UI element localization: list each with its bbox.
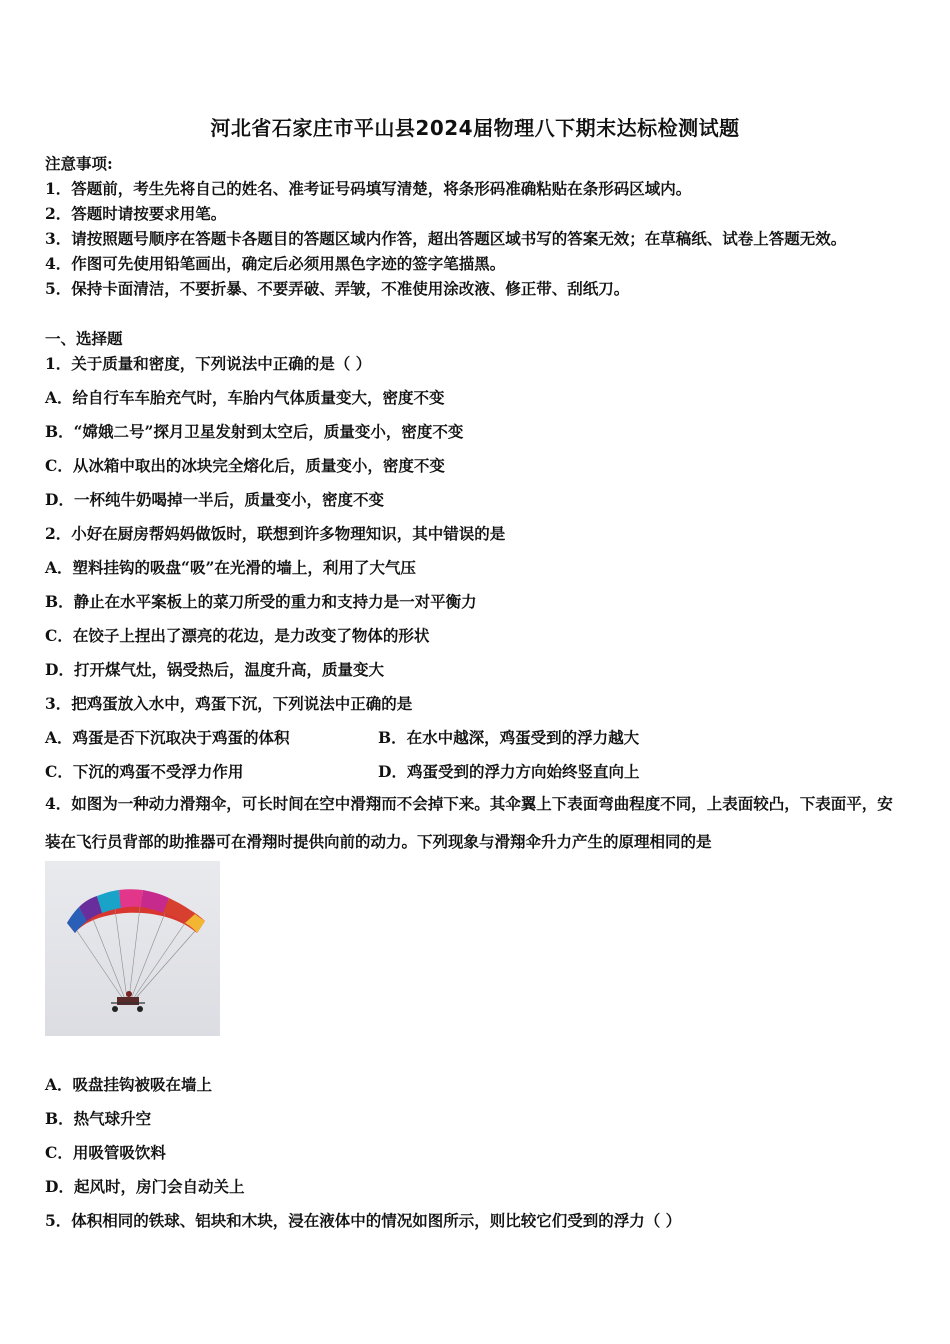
q2-stem: 2．小好在厨房帮妈妈做饭时，联想到许多物理知识，其中错误的是 xyxy=(45,524,506,543)
exam-title: 河北省石家庄市平山县2024届物理八下期末达标检测试题 xyxy=(210,116,740,140)
q2-option-a: A．塑料挂钩的吸盘“吸”在光滑的墙上，利用了大气压 xyxy=(45,558,416,577)
q1-option-a: A．给自行车车胎充气时，车胎内气体质量变大，密度不变 xyxy=(45,388,445,407)
q2-option-c: C．在饺子上捏出了漂亮的花边，是力改变了物体的形状 xyxy=(45,626,430,645)
notice-item-1: 1．答题前，考生先将自己的姓名、准考证号码填写清楚，将条形码准确粘贴在条形码区域内。 xyxy=(45,179,692,198)
q1-stem: 1．关于质量和密度，下列说法中正确的是（ ） xyxy=(45,354,372,373)
paraglider-image xyxy=(45,861,220,1036)
q1-option-b: B．“嫦娥二号”探月卫星发射到太空后，质量变小，密度不变 xyxy=(45,422,464,441)
q3-option-b: B．在水中越深，鸡蛋受到的浮力越大 xyxy=(378,728,640,747)
q3-option-c: C．下沉的鸡蛋不受浮力作用 xyxy=(45,762,244,781)
q3-option-d: D．鸡蛋受到的浮力方向始终竖直向上 xyxy=(378,762,640,781)
q4-option-c: C．用吸管吸饮料 xyxy=(45,1143,166,1162)
notice-heading: 注意事项: xyxy=(45,154,113,173)
q1-option-c: C．从冰箱中取出的冰块完全熔化后，质量变小，密度不变 xyxy=(45,456,445,475)
q1-option-d: D．一杯纯牛奶喝掉一半后，质量变小，密度不变 xyxy=(45,490,384,509)
notice-item-4: 4．作图可先使用铅笔画出，确定后必须用黑色字迹的签字笔描黑。 xyxy=(45,254,506,273)
notice-item-2: 2．答题时请按要求用笔。 xyxy=(45,204,227,223)
q3-stem: 3．把鸡蛋放入水中，鸡蛋下沉，下列说法中正确的是 xyxy=(45,694,413,713)
paraglider-figure xyxy=(45,861,220,1036)
q5-stem: 5．体积相同的铁球、铝块和木块，浸在液体中的情况如图所示，则比较它们受到的浮力（ ） xyxy=(45,1211,682,1230)
notice-item-5: 5．保持卡面清洁，不要折暴、不要弄破、弄皱，不准使用涂改液、修正带、刮纸刀。 xyxy=(45,279,630,298)
q4-option-a: A．吸盘挂钩被吸在墙上 xyxy=(45,1075,213,1094)
q2-option-d: D．打开煤气灶，锅受热后，温度升高，质量变大 xyxy=(45,660,384,679)
notice-item-3: 3．请按照题号顺序在答题卡各题目的答题区域内作答，超出答题区域书写的答案无效；在草稿纸、试卷上答题无效。 xyxy=(45,229,847,248)
q2-option-b: B．静止在水平案板上的菜刀所受的重力和支持力是一对平衡力 xyxy=(45,592,477,611)
section-heading: 一、选择题 xyxy=(45,329,123,348)
q4-stem: 4．如图为一种动力滑翔伞，可长时间在空中滑翔而不会掉下来。其伞翼上下表面弯曲程度不同，上表面较凸，下表面平，安装在飞行员背部的助推器可在滑翔时提供向前的动力。下列现象与滑翔伞升力产生的原理相同的是 xyxy=(45,794,893,851)
q3-option-a: A．鸡蛋是否下沉取决于鸡蛋的体积 xyxy=(45,728,290,747)
q4-option-b: B．热气球升空 xyxy=(45,1109,152,1128)
q4-option-d: D．起风时，房门会自动关上 xyxy=(45,1177,245,1196)
